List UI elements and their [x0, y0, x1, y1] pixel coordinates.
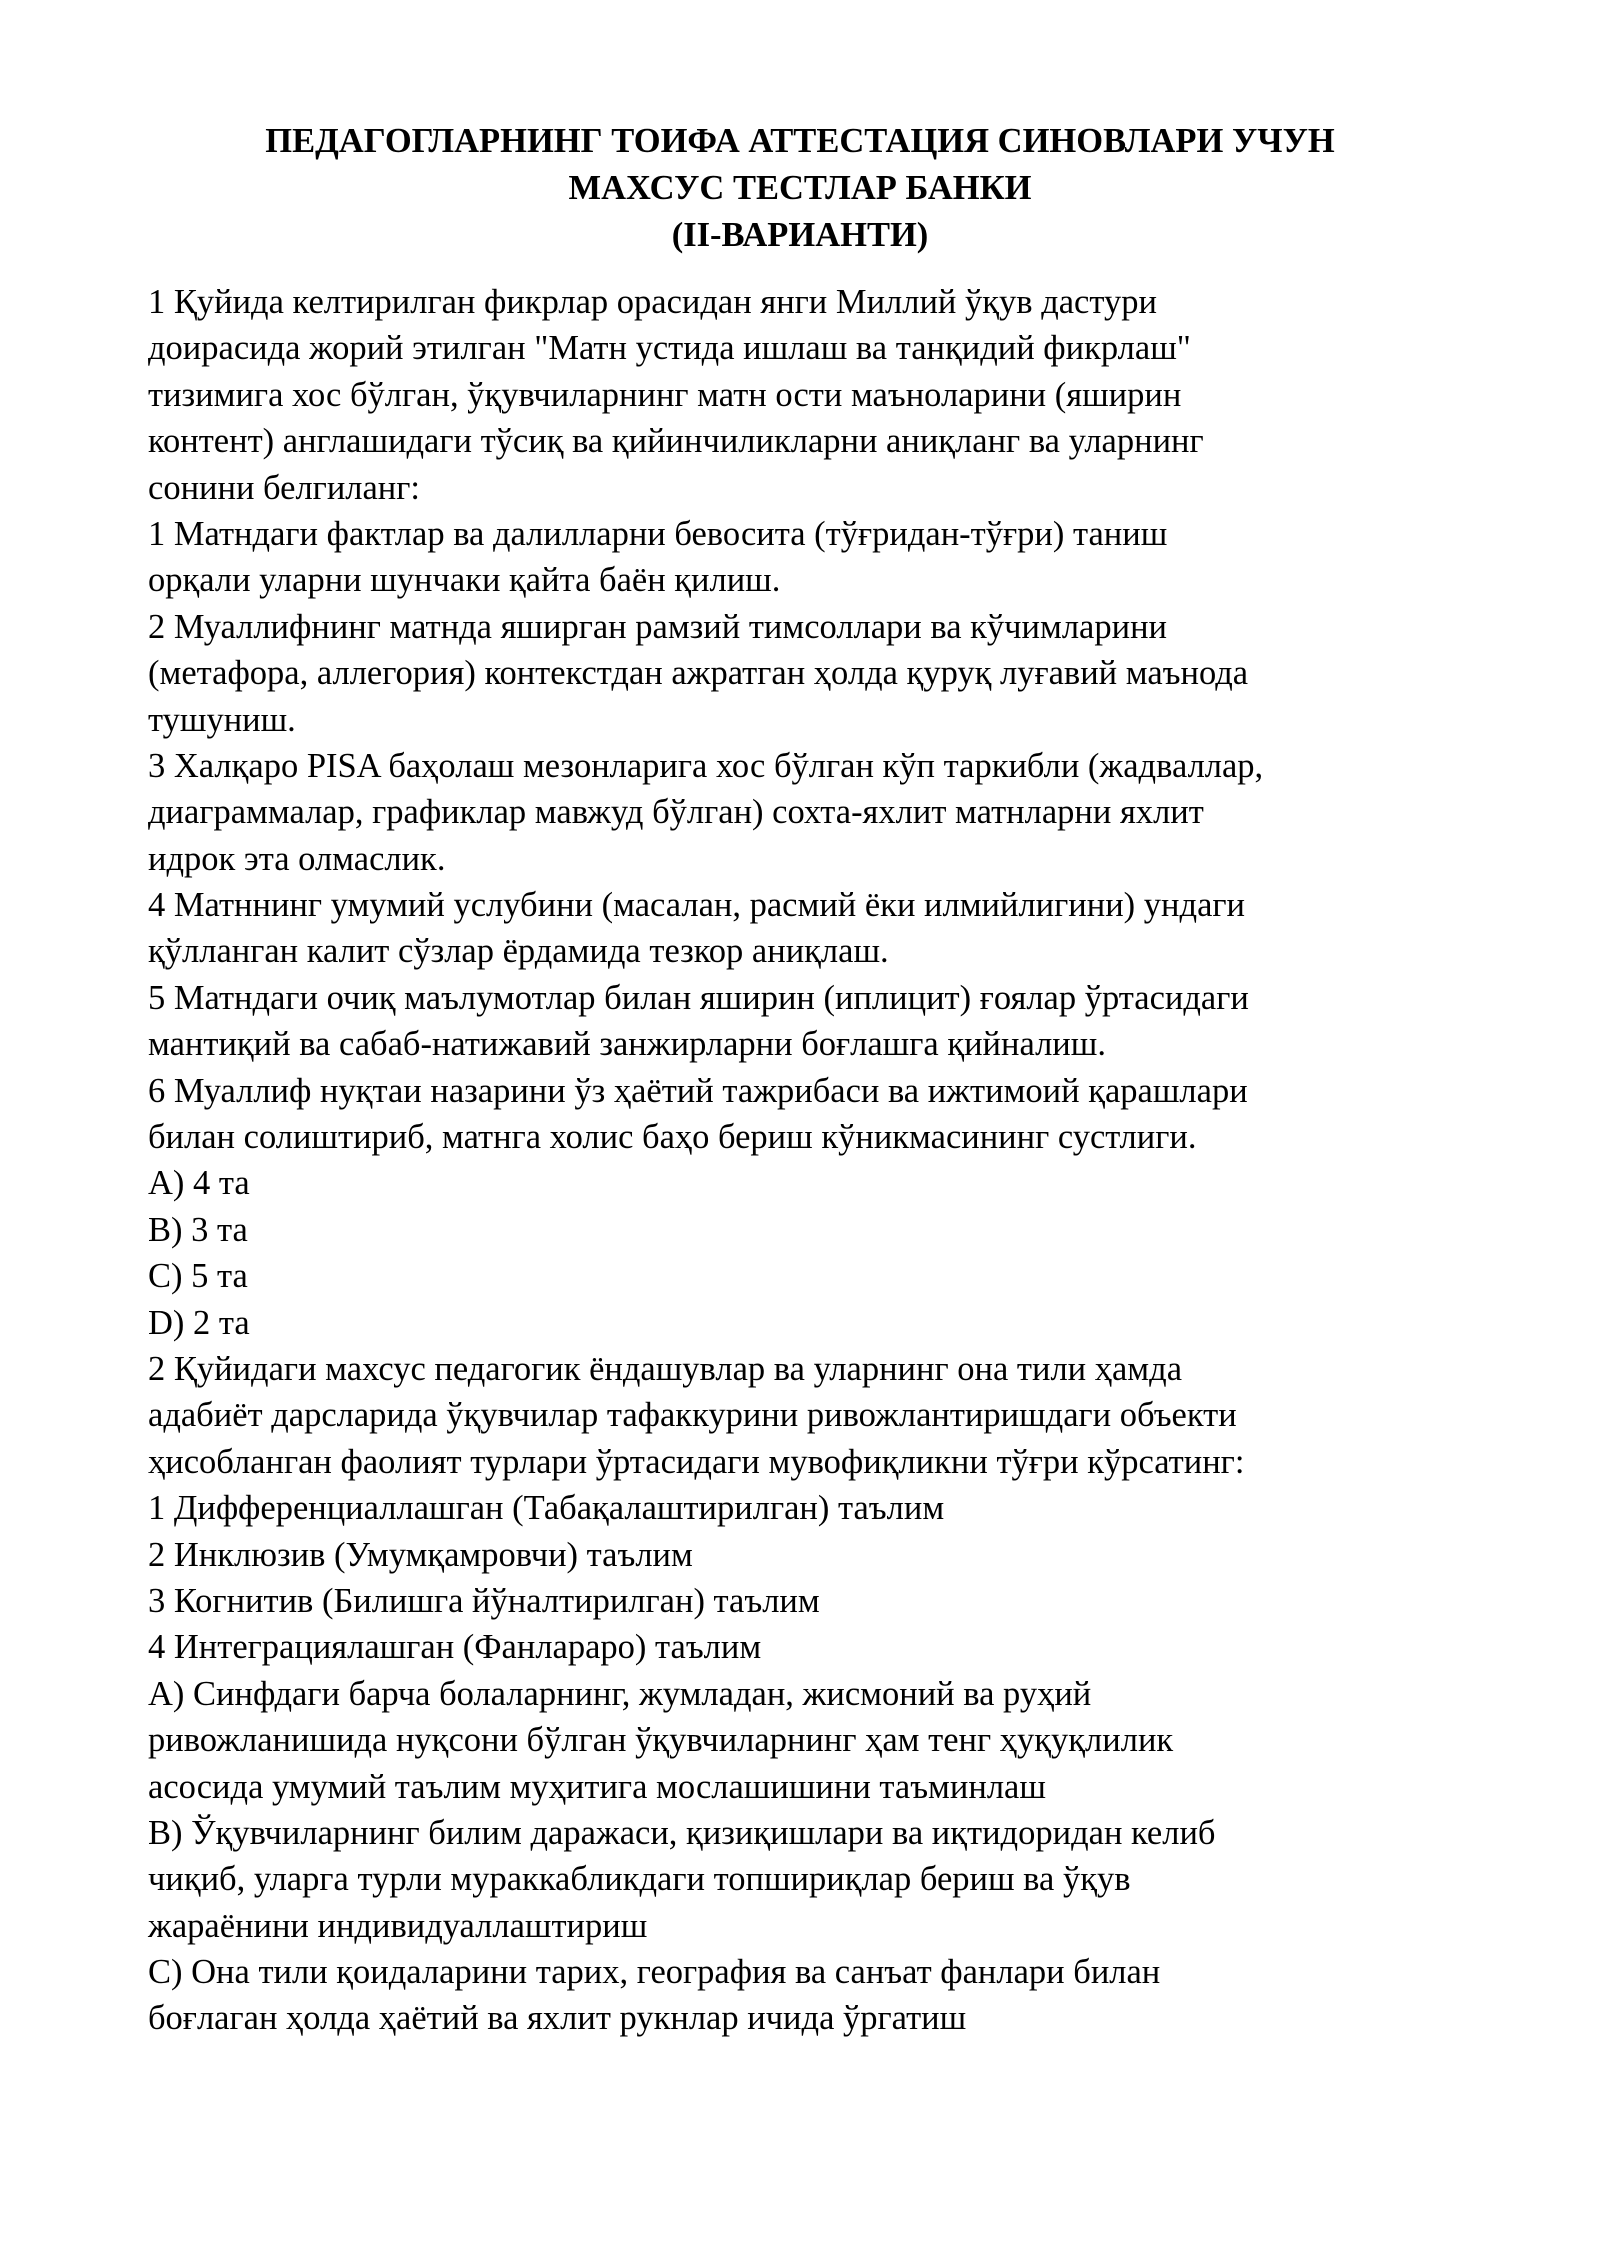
- q1-item-line: идрок эта олмаслик.: [148, 839, 446, 878]
- document-body: [148, 279, 1468, 2042]
- document-title: [100, 118, 1500, 259]
- q2-answer-line: B) Ўқувчиларнинг билим даражаси, қизиқишлари ва иқтидоридан келиб: [148, 1813, 1216, 1852]
- q1-answer-option: C) 5 та: [148, 1257, 248, 1296]
- q1-line: доирасида жорий этилган "Матн устида ишлаш ва танқидий фикрлаш": [148, 329, 1191, 368]
- q1-item-line: (метафора, аллегория) контекстдан ажратган ҳолда қуруқ луғавий маънода: [148, 654, 1249, 693]
- q1-item-line: орқали уларни шунчаки қайта баён қилиш.: [148, 561, 781, 600]
- q1-item-line: диаграммалар, графиклар мавжуд бўлган) сохта-яхлит матнларни яхлит: [148, 793, 1204, 832]
- q1-item-line: 1 Матндаги фактлар ва далилларни бевосита (тўғридан-тўғри) таниш: [148, 514, 1168, 553]
- q1-item-line: 4 Матннинг умумий услубини (масалан, расмий ёки илмийлигини) ундаги: [148, 886, 1245, 925]
- q1-item-line: тушуниш.: [148, 700, 296, 739]
- q1-item-line: мантиқий ва сабаб-натижавий занжирларни боғлашга қийналиш.: [148, 1025, 1106, 1064]
- q1-line: тизимига хос бўлган, ўқувчиларнинг матн ости маъноларини (яширин: [148, 375, 1182, 414]
- q1-answer-option: B) 3 та: [148, 1210, 248, 1249]
- q1-item-line: 3 Халқаро PISA баҳолаш мезонларига хос бўлган кўп таркибли (жадваллар,: [148, 746, 1264, 785]
- q2-line: адабиёт дарсларида ўқувчилар тафаккурини ривожлантиришдаги объекти: [148, 1396, 1237, 1435]
- q1-answer-option: D) 2 та: [148, 1303, 250, 1342]
- q2-item-line: 4 Интеграциялашган (Фанлараро) таълим: [148, 1628, 762, 1667]
- q2-item-line: 1 Дифференциаллашган (Табақалаштирилган) таълим: [148, 1489, 945, 1528]
- q1-item-line: қўлланган калит сўзлар ёрдамида тезкор аниқлаш.: [148, 932, 889, 971]
- q1-answer-option: A) 4 та: [148, 1164, 250, 1203]
- q2-answer-line: чиқиб, уларга турли мураккабликдаги топшириқлар бериш ва ўқув: [148, 1860, 1131, 1899]
- q2-answer-line: C) Она тили қоидаларини тарих, география ва санъат фанлари билан: [148, 1953, 1161, 1992]
- title-line-3: (II-ВАРИАНТИ): [671, 216, 929, 254]
- q1-item-line: 5 Матндаги очиқ маълумотлар билан яширин (иплицит) ғоялар ўртасидаги: [148, 978, 1249, 1017]
- q1-item-line: билан солиштириб, матнга холис баҳо бериш кўникмасининг сустлиги.: [148, 1118, 1197, 1157]
- q1-item-line: 2 Муаллифнинг матнда яширган рамзий тимсоллари ва кўчимларини: [148, 607, 1167, 646]
- q2-answer-line: асосида умумий таълим муҳитига мослашишини таъминлаш: [148, 1767, 1046, 1806]
- q2-line: ҳисобланган фаолият турлари ўртасидаги мувофиқликни тўғри кўрсатинг:: [148, 1442, 1245, 1481]
- q2-answer-line: жараёнини индивидуаллаштириш: [148, 1906, 648, 1945]
- q2-line: 2 Қуйидаги махсус педагогик ёндашувлар ва уларнинг она тили ҳамда: [148, 1349, 1183, 1388]
- q1-line: сонини белгиланг:: [148, 468, 421, 507]
- q2-answer-line: ривожланишида нуқсони бўлган ўқувчиларнинг ҳам тенг ҳуқуқлилик: [148, 1721, 1174, 1760]
- title-line-2: МАХСУС ТЕСТЛАР БАНКИ: [568, 169, 1032, 207]
- q2-item-line: 3 Когнитив (Билишга йўналтирилган) таълим: [148, 1581, 820, 1620]
- q2-answer-line: A) Синфдаги барча болаларнинг, жумладан, жисмоний ва руҳий: [148, 1674, 1092, 1713]
- q1-line: контент) англашидаги тўсиқ ва қийинчиликларни аниқланг ва уларнинг: [148, 422, 1204, 461]
- q1-item-line: 6 Муаллиф нуқтаи назарини ўз ҳаётий тажрибаси ва ижтимоий қарашлари: [148, 1071, 1248, 1110]
- q1-line: 1 Қуйида келтирилган фикрлар орасидан янги Миллий ўқув дастури: [148, 283, 1157, 321]
- title-line-1: ПЕДАГОГЛАРНИНГ ТОИФА АТТЕСТАЦИЯ СИНОВЛАРИ УЧУН: [265, 122, 1335, 160]
- q2-answer-line: боғлаган ҳолда ҳаётий ва яхлит рукнлар ичида ўргатиш: [148, 1999, 967, 2038]
- q2-item-line: 2 Инклюзив (Умумқамровчи) таълим: [148, 1535, 693, 1574]
